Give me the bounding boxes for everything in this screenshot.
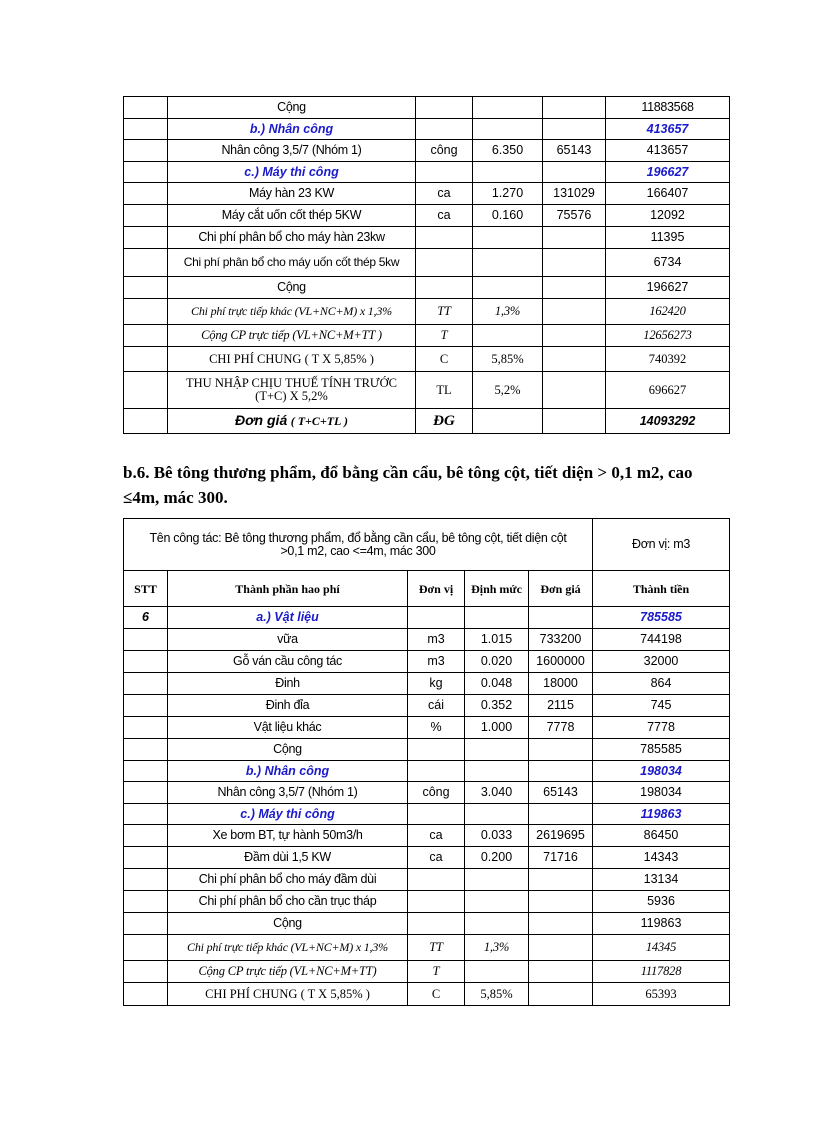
table-row: Máy cắt uốn cốt thép 5KW ca 0.160 75576 12092 — [124, 205, 730, 227]
section-row-material: 6 a.) Vật liệu 785585 — [124, 607, 730, 629]
table-row: CHI PHÍ CHUNG ( T X 5,85% ) C 5,85% 65393 — [124, 983, 730, 1006]
section-row-machine: c.) Máy thi công 119863 — [124, 804, 730, 825]
table-row: Đinh đỉa cái 0.352 2115 745 — [124, 695, 730, 717]
section-heading-b6: b.6. Bê tông thương phẩm, đổ bằng cần cẩu, bê tông cột, tiết diện > 0,1 m2, cao ≤4m, mác 300. — [123, 463, 693, 507]
table-row: Vật liệu khác % 1.000 7778 7778 — [124, 717, 730, 739]
table-row: Chi phí trực tiếp khác (VL+NC+M) x 1,3% TT 1,3% 162420 — [124, 299, 730, 325]
unit-label: Đơn vị: m3 — [593, 519, 730, 571]
table-row: Chi phí phân bổ cho cần trục tháp 5936 — [124, 891, 730, 913]
section-row-labor: b.) Nhân công 413657 — [124, 119, 730, 140]
table-row: Cộng CP trực tiếp (VL+NC+M+TT ) T 12656273 — [124, 325, 730, 347]
table-row: Chi phí phân bổ cho máy uốn cốt thép 5kw 6734 — [124, 249, 730, 277]
table-row: Cộng 119863 — [124, 913, 730, 935]
section-row-machine: c.) Máy thi công 196627 — [124, 162, 730, 183]
table-row: Cộng 196627 — [124, 277, 730, 299]
work-title: Tên công tác: Bê tông thương phẩm, đổ bằng cần cẩu, bê tông cột, tiết diện cột >0,1 m2, cao <=4m, mác 300 — [124, 519, 593, 571]
table-row: THU NHẬP CHỊU THUẾ TÍNH TRƯỚC (T+C) X 5,2% TL 5,2% 696627 — [124, 372, 730, 409]
table-row: Nhân công 3,5/7 (Nhóm 1) công 3.040 65143 198034 — [124, 782, 730, 804]
table-row: Đầm dùi 1,5 KW ca 0.200 71716 14343 — [124, 847, 730, 869]
unit-price-row: Đơn giá ( T+C+TL ) ĐG 14093292 — [124, 409, 730, 434]
table-row: CHI PHÍ CHUNG ( T X 5,85% ) C 5,85% 740392 — [124, 347, 730, 372]
cost-table-1 — [123, 96, 730, 434]
table-row: Cộng 785585 — [124, 739, 730, 761]
work-title-row — [124, 519, 730, 571]
table-row: Chi phí trực tiếp khác (VL+NC+M) x 1,3% TT 1,3% 14345 — [124, 935, 730, 961]
table-row: Cộng CP trực tiếp (VL+NC+M+TT) T 1117828 — [124, 961, 730, 983]
table-row: Nhân công 3,5/7 (Nhóm 1) công 6.350 65143 413657 — [124, 140, 730, 162]
section-row-labor: b.) Nhân công 198034 — [124, 761, 730, 782]
table-row: Xe bơm BT, tự hành 50m3/h ca 0.033 2619695 86450 — [124, 825, 730, 847]
header-row: STT Thành phần hao phí Đơn vị Định mức Đơn giá Thành tiền — [124, 571, 730, 607]
table-row: Chi phí phân bổ cho máy đầm dùi 13134 — [124, 869, 730, 891]
table-row: Chi phí phân bổ cho máy hàn 23kw 11395 — [124, 227, 730, 249]
table-row: Cộng 11883568 — [124, 97, 730, 119]
cost-table-2 — [123, 518, 730, 1006]
table-row: Gỗ ván cầu công tác m3 0.020 1600000 32000 — [124, 651, 730, 673]
table-row: vữa m3 1.015 733200 744198 — [124, 629, 730, 651]
table-row: Máy hàn 23 KW ca 1.270 131029 166407 — [124, 183, 730, 205]
table-row: Đinh kg 0.048 18000 864 — [124, 673, 730, 695]
